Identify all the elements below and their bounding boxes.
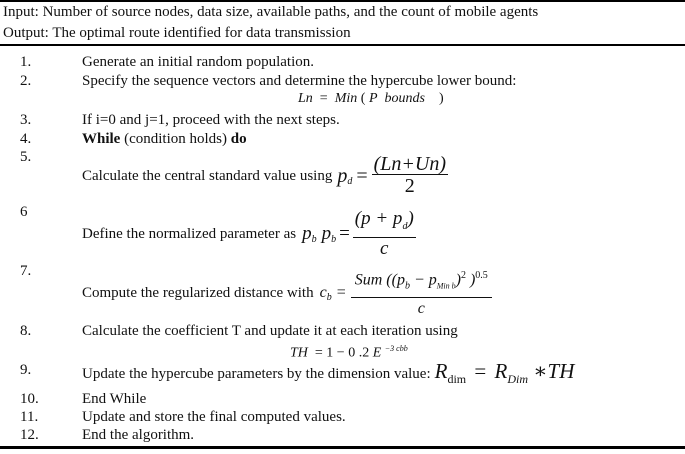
cb-num-mid: − p [409,271,437,289]
cb-sup1: 2 [460,270,466,281]
step-1-text: Generate an initial random population. [82,54,315,70]
ln-arg2: bounds [384,91,425,106]
pd-denominator: 2 [404,175,415,197]
ln-eq: = [319,91,328,106]
rdim-lhs-sub: dim [447,372,467,387]
pb-numerator [353,209,416,238]
formula-rdim [434,359,575,388]
rdim-rhs-sub: Dim [507,372,528,387]
pb-pre-sub: b [311,234,317,246]
step-10-text: End While [82,391,147,407]
cb-sub2: Min b [436,281,456,291]
step-10-number: 10. [20,391,39,407]
step-8-number: 8. [20,323,32,339]
step-5-number: 5. [20,149,32,165]
step-11-number: 11. [20,409,39,425]
cb-fraction [351,266,492,320]
step-6-label: Define the normalized parameter as [82,226,297,243]
cb-lhs-sub: b [326,291,332,303]
pd-lhs: p [337,164,348,187]
th-e: E [372,345,382,361]
pd-numerator: (Ln+Un) [373,153,446,175]
bottom-rule [0,446,685,449]
formula-ln [298,90,444,108]
ln-lhs: Ln [298,91,313,106]
rdim-th: TH [547,359,575,383]
rdim-eq: = [474,359,487,383]
step-2-text: Specify the sequence vectors and determine the hypercube lower bound: [82,73,517,89]
step-9-text [82,359,575,388]
rdim-lhs: R [434,359,448,383]
formula-pb [302,209,416,260]
pb-denominator: c [380,237,389,259]
top-rule [0,0,685,2]
pb-num-b: ) [407,208,414,229]
step-2-number: 2. [20,73,32,89]
pb-lhs-sub: b [331,234,337,246]
step-5-text [82,154,448,197]
pb-lhs: p [321,223,332,245]
ln-close: ) [438,91,444,106]
step-9-label: Update the hypercube parameters by the dimension value: [82,366,431,382]
step-1-number: 1. [20,54,32,70]
ln-fn: Min [334,91,358,106]
cb-denominator: c [417,299,425,317]
formula-th [290,340,408,363]
pb-num-sub: d [402,220,408,232]
formula-pd [337,154,448,197]
pb-pre: p [302,223,312,245]
step-9-number: 9. [20,362,32,378]
pb-eq: = [339,223,350,245]
cb-sup2: 0.5 [475,270,488,281]
step-11-text: Update and store the final computed values. [82,409,346,425]
output-line: Output: The optimal route identified for data transmission [3,25,351,41]
step-5-label: Calculate the central standard value using [82,167,333,184]
ln-open: ( [360,91,366,106]
th-exponent: −3 cbb [384,344,408,353]
step-6-number: 6 [20,204,28,220]
cb-numerator [351,266,492,298]
step-12-text: End the algorithm. [82,427,195,443]
pd-sub: d [347,175,353,187]
do-keyword: do [230,131,247,147]
step-3-text: If i=0 and j=1, proceed with the next steps. [82,112,340,128]
cb-num-b: ) [455,271,461,289]
step-4-text [82,130,247,148]
cb-sub1: b [404,280,410,292]
pd-eq: = [356,164,368,187]
cb-eq: = [336,283,346,301]
step-7-label: Compute the regularized distance with [82,284,314,301]
header-rule [0,44,685,46]
while-keyword: While [82,131,121,147]
step-4-number: 4. [20,131,32,147]
step-8-text: Calculate the coefficient T and update it at each iteration using [82,323,458,339]
step-7-number: 7. [20,263,32,279]
cb-num-a: Sum ((p [354,271,405,289]
th-lhs: TH [290,345,308,361]
step-12-number: 12. [20,427,39,443]
step-7-text [82,266,492,320]
th-eq: = 1 − 0 .2 [314,345,370,361]
pd-fraction [372,154,448,197]
step-3-number: 3. [20,112,32,128]
input-line: Input: Number of source nodes, data size, available paths, and the count of mobile agents [3,4,539,20]
formula-cb [320,266,492,320]
pb-fraction [353,209,416,260]
cb-num-c: ) [465,271,476,289]
step-6-text [82,209,416,260]
cb-lhs: c [319,283,327,301]
rdim-op: ∗ [533,359,548,383]
rdim-rhs: R [494,359,508,383]
ln-arg1: P [368,91,378,106]
pb-num-a: (p + p [354,208,403,229]
while-condition: (condition holds) [120,131,231,147]
